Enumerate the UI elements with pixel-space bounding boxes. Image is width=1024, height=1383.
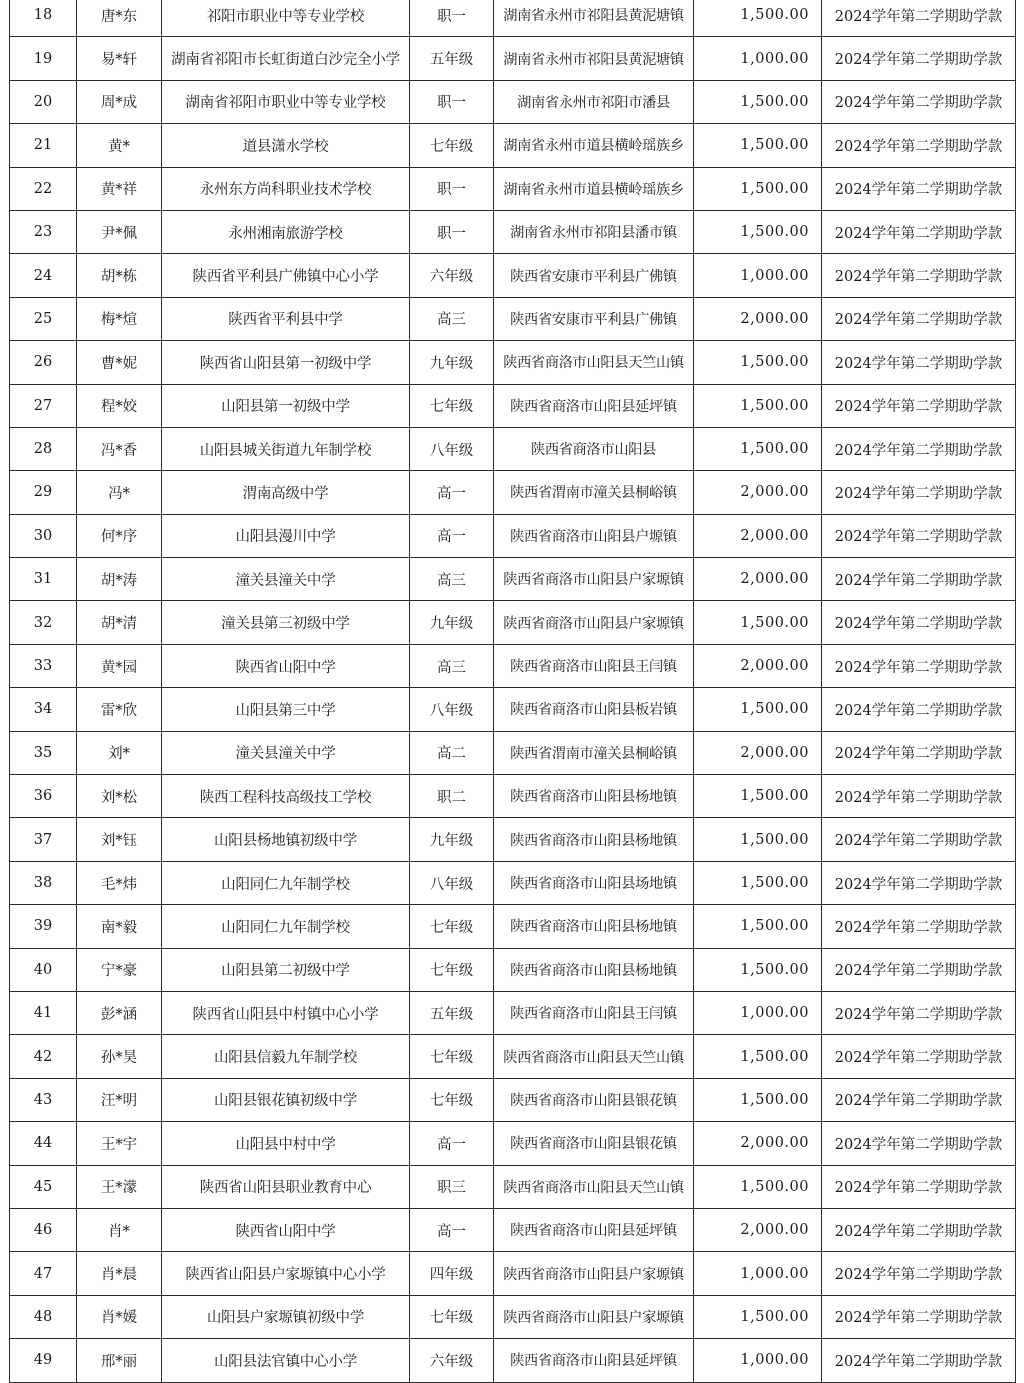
amount-cell: 1,500.00 — [694, 0, 822, 37]
row-index-cell: 45 — [10, 1165, 77, 1208]
home-address-cell: 陕西省商洛市山阳县延坪镇 — [494, 1208, 694, 1251]
row-index-cell: 23 — [10, 210, 77, 253]
grade-cell: 高一 — [410, 471, 494, 514]
table-row — [10, 37, 1016, 80]
amount-cell: 1,500.00 — [694, 167, 822, 210]
home-address-cell: 陕西省商洛市山阳县天竺山镇 — [494, 1035, 694, 1078]
amount-cell: 1,500.00 — [694, 775, 822, 818]
school-name-cell: 山阳县漫川中学 — [162, 514, 410, 557]
grade-cell: 七年级 — [410, 124, 494, 167]
amount-cell: 2,000.00 — [694, 731, 822, 774]
amount-cell: 1,500.00 — [694, 905, 822, 948]
remark-cell: 2024学年第二学期助学款 — [822, 297, 1016, 340]
school-name-cell: 陕西省山阳县职业教育中心 — [162, 1165, 410, 1208]
remark-cell: 2024学年第二学期助学款 — [822, 1078, 1016, 1121]
remark-cell: 2024学年第二学期助学款 — [822, 1252, 1016, 1295]
amount-cell: 1,500.00 — [694, 80, 822, 123]
school-name-cell: 山阳同仁九年制学校 — [162, 905, 410, 948]
school-name-cell: 山阳县中村中学 — [162, 1122, 410, 1165]
amount-cell: 1,500.00 — [694, 341, 822, 384]
home-address-cell: 陕西省商洛市山阳县王闫镇 — [494, 991, 694, 1034]
row-index-cell: 47 — [10, 1252, 77, 1295]
amount-cell: 1,000.00 — [694, 1252, 822, 1295]
table-row — [10, 384, 1016, 427]
row-index-cell: 39 — [10, 905, 77, 948]
home-address-cell: 陕西省商洛市山阳县户家塬镇 — [494, 1252, 694, 1295]
student-name-cell: 宁*豪 — [77, 948, 162, 991]
student-name-cell: 黄* — [77, 124, 162, 167]
table-row — [10, 1078, 1016, 1121]
home-address-cell: 湖南省永州市祁阳县黄泥塘镇 — [494, 0, 694, 37]
home-address-cell: 陕西省商洛市山阳县天竺山镇 — [494, 1165, 694, 1208]
table-body — [10, 0, 1016, 1382]
school-name-cell: 湖南省祁阳市长虹街道白沙完全小学 — [162, 37, 410, 80]
table-row — [10, 818, 1016, 861]
grade-cell: 八年级 — [410, 427, 494, 470]
home-address-cell: 湖南省永州市祁阳县黄泥塘镇 — [494, 37, 694, 80]
amount-cell: 1,000.00 — [694, 991, 822, 1034]
grade-cell: 高一 — [410, 514, 494, 557]
grade-cell: 职一 — [410, 80, 494, 123]
student-name-cell: 刘*松 — [77, 775, 162, 818]
home-address-cell: 陕西省商洛市山阳县天竺山镇 — [494, 341, 694, 384]
school-name-cell: 陕西工程科技高级技工学校 — [162, 775, 410, 818]
student-name-cell: 何*序 — [77, 514, 162, 557]
row-index-cell: 18 — [10, 0, 77, 37]
grade-cell: 六年级 — [410, 254, 494, 297]
table-row — [10, 167, 1016, 210]
table-row — [10, 297, 1016, 340]
amount-cell: 1,500.00 — [694, 688, 822, 731]
student-name-cell: 黄*祥 — [77, 167, 162, 210]
student-name-cell: 南*毅 — [77, 905, 162, 948]
row-index-cell: 43 — [10, 1078, 77, 1121]
student-name-cell: 彭*涵 — [77, 991, 162, 1034]
amount-cell: 1,500.00 — [694, 1035, 822, 1078]
student-name-cell: 冯*香 — [77, 427, 162, 470]
amount-cell: 1,500.00 — [694, 210, 822, 253]
remark-cell: 2024学年第二学期助学款 — [822, 1122, 1016, 1165]
home-address-cell: 湖南省永州市道县横岭瑶族乡 — [494, 167, 694, 210]
school-name-cell: 陕西省山阳县第一初级中学 — [162, 341, 410, 384]
home-address-cell: 陕西省商洛市山阳县杨地镇 — [494, 948, 694, 991]
grade-cell: 九年级 — [410, 818, 494, 861]
grade-cell: 九年级 — [410, 601, 494, 644]
remark-cell: 2024学年第二学期助学款 — [822, 341, 1016, 384]
table-row — [10, 80, 1016, 123]
amount-cell: 2,000.00 — [694, 644, 822, 687]
table-row — [10, 341, 1016, 384]
remark-cell: 2024学年第二学期助学款 — [822, 991, 1016, 1034]
amount-cell: 1,000.00 — [694, 254, 822, 297]
grade-cell: 职一 — [410, 0, 494, 37]
home-address-cell: 湖南省永州市祁阳市潘县 — [494, 80, 694, 123]
student-name-cell: 肖*媛 — [77, 1295, 162, 1338]
student-name-cell: 胡*栋 — [77, 254, 162, 297]
home-address-cell: 陕西省商洛市山阳县户家塬镇 — [494, 558, 694, 601]
row-index-cell: 38 — [10, 861, 77, 904]
remark-cell: 2024学年第二学期助学款 — [822, 558, 1016, 601]
row-index-cell: 46 — [10, 1208, 77, 1251]
grade-cell: 职三 — [410, 1165, 494, 1208]
remark-cell: 2024学年第二学期助学款 — [822, 731, 1016, 774]
school-name-cell: 山阳县第三中学 — [162, 688, 410, 731]
amount-cell: 2,000.00 — [694, 514, 822, 557]
school-name-cell: 永州东方尚科职业技术学校 — [162, 167, 410, 210]
table-row — [10, 991, 1016, 1034]
school-name-cell: 陕西省山阳中学 — [162, 644, 410, 687]
grade-cell: 七年级 — [410, 1078, 494, 1121]
table-row — [10, 861, 1016, 904]
row-index-cell: 32 — [10, 601, 77, 644]
row-index-cell: 31 — [10, 558, 77, 601]
school-name-cell: 山阳县第二初级中学 — [162, 948, 410, 991]
remark-cell: 2024学年第二学期助学款 — [822, 80, 1016, 123]
home-address-cell: 陕西省商洛市山阳县场地镇 — [494, 861, 694, 904]
school-name-cell: 山阳县法官镇中心小学 — [162, 1339, 410, 1382]
row-index-cell: 40 — [10, 948, 77, 991]
row-index-cell: 33 — [10, 644, 77, 687]
grade-cell: 高三 — [410, 644, 494, 687]
row-index-cell: 21 — [10, 124, 77, 167]
remark-cell: 2024学年第二学期助学款 — [822, 775, 1016, 818]
amount-cell: 1,500.00 — [694, 1165, 822, 1208]
table-row — [10, 948, 1016, 991]
grade-cell: 高一 — [410, 1208, 494, 1251]
student-name-cell: 孙*昊 — [77, 1035, 162, 1078]
remark-cell: 2024学年第二学期助学款 — [822, 124, 1016, 167]
school-name-cell: 永州湘南旅游学校 — [162, 210, 410, 253]
table-row — [10, 0, 1016, 37]
school-name-cell: 道县潇水学校 — [162, 124, 410, 167]
home-address-cell: 陕西省渭南市潼关县桐峪镇 — [494, 471, 694, 514]
student-name-cell: 肖*晨 — [77, 1252, 162, 1295]
remark-cell: 2024学年第二学期助学款 — [822, 1339, 1016, 1382]
student-name-cell: 程*姣 — [77, 384, 162, 427]
table-row — [10, 471, 1016, 514]
amount-cell: 1,500.00 — [694, 124, 822, 167]
remark-cell: 2024学年第二学期助学款 — [822, 384, 1016, 427]
row-index-cell: 34 — [10, 688, 77, 731]
amount-cell: 1,500.00 — [694, 1295, 822, 1338]
student-name-cell: 肖* — [77, 1208, 162, 1251]
remark-cell: 2024学年第二学期助学款 — [822, 1165, 1016, 1208]
amount-cell: 1,500.00 — [694, 1078, 822, 1121]
school-name-cell: 潼关县第三初级中学 — [162, 601, 410, 644]
remark-cell: 2024学年第二学期助学款 — [822, 818, 1016, 861]
school-name-cell: 山阳同仁九年制学校 — [162, 861, 410, 904]
amount-cell: 1,000.00 — [694, 1339, 822, 1382]
home-address-cell: 陕西省安康市平利县广佛镇 — [494, 297, 694, 340]
amount-cell: 2,000.00 — [694, 1122, 822, 1165]
remark-cell: 2024学年第二学期助学款 — [822, 861, 1016, 904]
row-index-cell: 42 — [10, 1035, 77, 1078]
remark-cell: 2024学年第二学期助学款 — [822, 905, 1016, 948]
row-index-cell: 35 — [10, 731, 77, 774]
home-address-cell: 陕西省商洛市山阳县银花镇 — [494, 1078, 694, 1121]
student-name-cell: 王*濛 — [77, 1165, 162, 1208]
row-index-cell: 24 — [10, 254, 77, 297]
school-name-cell: 山阳县城关街道九年制学校 — [162, 427, 410, 470]
row-index-cell: 28 — [10, 427, 77, 470]
amount-cell: 2,000.00 — [694, 1208, 822, 1251]
remark-cell: 2024学年第二学期助学款 — [822, 0, 1016, 37]
scholarship-table-page — [9, 0, 1015, 1383]
student-name-cell: 周*成 — [77, 80, 162, 123]
home-address-cell: 陕西省商洛市山阳县延坪镇 — [494, 1339, 694, 1382]
table-row — [10, 1165, 1016, 1208]
remark-cell: 2024学年第二学期助学款 — [822, 1295, 1016, 1338]
remark-cell: 2024学年第二学期助学款 — [822, 210, 1016, 253]
home-address-cell: 陕西省安康市平利县广佛镇 — [494, 254, 694, 297]
table-row — [10, 1339, 1016, 1382]
row-index-cell: 26 — [10, 341, 77, 384]
home-address-cell: 陕西省商洛市山阳县板岩镇 — [494, 688, 694, 731]
amount-cell: 2,000.00 — [694, 558, 822, 601]
row-index-cell: 36 — [10, 775, 77, 818]
student-name-cell: 毛*炜 — [77, 861, 162, 904]
student-name-cell: 刘*钰 — [77, 818, 162, 861]
grade-cell: 高三 — [410, 558, 494, 601]
table-row — [10, 644, 1016, 687]
grade-cell: 高一 — [410, 1122, 494, 1165]
remark-cell: 2024学年第二学期助学款 — [822, 688, 1016, 731]
row-index-cell: 27 — [10, 384, 77, 427]
school-name-cell: 渭南高级中学 — [162, 471, 410, 514]
remark-cell: 2024学年第二学期助学款 — [822, 37, 1016, 80]
remark-cell: 2024学年第二学期助学款 — [822, 167, 1016, 210]
grade-cell: 职二 — [410, 775, 494, 818]
row-index-cell: 41 — [10, 991, 77, 1034]
amount-cell: 1,500.00 — [694, 384, 822, 427]
grade-cell: 职一 — [410, 210, 494, 253]
grade-cell: 五年级 — [410, 37, 494, 80]
grade-cell: 职一 — [410, 167, 494, 210]
student-name-cell: 汪*明 — [77, 1078, 162, 1121]
school-name-cell: 湖南省祁阳市职业中等专业学校 — [162, 80, 410, 123]
amount-cell: 1,500.00 — [694, 601, 822, 644]
school-name-cell: 陕西省山阳中学 — [162, 1208, 410, 1251]
table-row — [10, 905, 1016, 948]
student-name-cell: 易*轩 — [77, 37, 162, 80]
row-index-cell: 22 — [10, 167, 77, 210]
school-name-cell: 陕西省平利县中学 — [162, 297, 410, 340]
row-index-cell: 49 — [10, 1339, 77, 1382]
home-address-cell: 陕西省渭南市潼关县桐峪镇 — [494, 731, 694, 774]
grade-cell: 高二 — [410, 731, 494, 774]
school-name-cell: 山阳县第一初级中学 — [162, 384, 410, 427]
grade-cell: 七年级 — [410, 1035, 494, 1078]
table-row — [10, 1252, 1016, 1295]
school-name-cell: 潼关县潼关中学 — [162, 558, 410, 601]
student-name-cell: 黄*园 — [77, 644, 162, 687]
amount-cell: 1,500.00 — [694, 861, 822, 904]
home-address-cell: 陕西省商洛市山阳县 — [494, 427, 694, 470]
student-name-cell: 邢*丽 — [77, 1339, 162, 1382]
row-index-cell: 48 — [10, 1295, 77, 1338]
amount-cell: 2,000.00 — [694, 297, 822, 340]
student-name-cell: 雷*欣 — [77, 688, 162, 731]
remark-cell: 2024学年第二学期助学款 — [822, 644, 1016, 687]
row-index-cell: 25 — [10, 297, 77, 340]
school-name-cell: 陕西省山阳县中村镇中心小学 — [162, 991, 410, 1034]
row-index-cell: 44 — [10, 1122, 77, 1165]
home-address-cell: 陕西省商洛市山阳县杨地镇 — [494, 818, 694, 861]
remark-cell: 2024学年第二学期助学款 — [822, 427, 1016, 470]
table-row — [10, 427, 1016, 470]
remark-cell: 2024学年第二学期助学款 — [822, 254, 1016, 297]
table-row — [10, 124, 1016, 167]
student-name-cell: 胡*涛 — [77, 558, 162, 601]
home-address-cell: 湖南省永州市祁阳县潘市镇 — [494, 210, 694, 253]
grade-cell: 四年级 — [410, 1252, 494, 1295]
school-name-cell: 山阳县信毅九年制学校 — [162, 1035, 410, 1078]
student-name-cell: 梅*煊 — [77, 297, 162, 340]
home-address-cell: 陕西省商洛市山阳县延坪镇 — [494, 384, 694, 427]
school-name-cell: 陕西省平利县广佛镇中心小学 — [162, 254, 410, 297]
student-name-cell: 刘* — [77, 731, 162, 774]
school-name-cell: 山阳县户家塬镇初级中学 — [162, 1295, 410, 1338]
home-address-cell: 陕西省商洛市山阳县杨地镇 — [494, 775, 694, 818]
grade-cell: 七年级 — [410, 948, 494, 991]
table-row — [10, 514, 1016, 557]
school-name-cell: 祁阳市职业中等专业学校 — [162, 0, 410, 37]
table-row — [10, 601, 1016, 644]
grade-cell: 五年级 — [410, 991, 494, 1034]
table-row — [10, 1295, 1016, 1338]
student-name-cell: 胡*清 — [77, 601, 162, 644]
student-name-cell: 王*宇 — [77, 1122, 162, 1165]
amount-cell: 1,500.00 — [694, 427, 822, 470]
grade-cell: 八年级 — [410, 861, 494, 904]
table-row — [10, 1035, 1016, 1078]
amount-cell: 1,500.00 — [694, 948, 822, 991]
table-row — [10, 558, 1016, 601]
grade-cell: 六年级 — [410, 1339, 494, 1382]
home-address-cell: 陕西省商洛市山阳县户家塬镇 — [494, 1295, 694, 1338]
grade-cell: 七年级 — [410, 384, 494, 427]
grade-cell: 七年级 — [410, 1295, 494, 1338]
home-address-cell: 湖南省永州市道县横岭瑶族乡 — [494, 124, 694, 167]
student-name-cell: 尹*佩 — [77, 210, 162, 253]
student-name-cell: 冯* — [77, 471, 162, 514]
remark-cell: 2024学年第二学期助学款 — [822, 471, 1016, 514]
table-row — [10, 1208, 1016, 1251]
remark-cell: 2024学年第二学期助学款 — [822, 514, 1016, 557]
table-row — [10, 688, 1016, 731]
school-name-cell: 山阳县杨地镇初级中学 — [162, 818, 410, 861]
grade-cell: 七年级 — [410, 905, 494, 948]
scholarship-table — [9, 0, 1016, 1383]
table-row — [10, 1122, 1016, 1165]
home-address-cell: 陕西省商洛市山阳县户塬镇 — [494, 514, 694, 557]
student-name-cell: 曹*妮 — [77, 341, 162, 384]
remark-cell: 2024学年第二学期助学款 — [822, 1208, 1016, 1251]
amount-cell: 1,500.00 — [694, 818, 822, 861]
grade-cell: 九年级 — [410, 341, 494, 384]
grade-cell: 八年级 — [410, 688, 494, 731]
school-name-cell: 潼关县潼关中学 — [162, 731, 410, 774]
table-row — [10, 210, 1016, 253]
table-row — [10, 775, 1016, 818]
row-index-cell: 19 — [10, 37, 77, 80]
remark-cell: 2024学年第二学期助学款 — [822, 601, 1016, 644]
school-name-cell: 山阳县银花镇初级中学 — [162, 1078, 410, 1121]
home-address-cell: 陕西省商洛市山阳县杨地镇 — [494, 905, 694, 948]
row-index-cell: 30 — [10, 514, 77, 557]
table-row — [10, 254, 1016, 297]
school-name-cell: 陕西省山阳县户家塬镇中心小学 — [162, 1252, 410, 1295]
row-index-cell: 20 — [10, 80, 77, 123]
grade-cell: 高三 — [410, 297, 494, 340]
amount-cell: 1,000.00 — [694, 37, 822, 80]
student-name-cell: 唐*东 — [77, 0, 162, 37]
remark-cell: 2024学年第二学期助学款 — [822, 1035, 1016, 1078]
row-index-cell: 29 — [10, 471, 77, 514]
table-row — [10, 731, 1016, 774]
home-address-cell: 陕西省商洛市山阳县银花镇 — [494, 1122, 694, 1165]
row-index-cell: 37 — [10, 818, 77, 861]
remark-cell: 2024学年第二学期助学款 — [822, 948, 1016, 991]
home-address-cell: 陕西省商洛市山阳县户家塬镇 — [494, 601, 694, 644]
home-address-cell: 陕西省商洛市山阳县王闫镇 — [494, 644, 694, 687]
amount-cell: 2,000.00 — [694, 471, 822, 514]
